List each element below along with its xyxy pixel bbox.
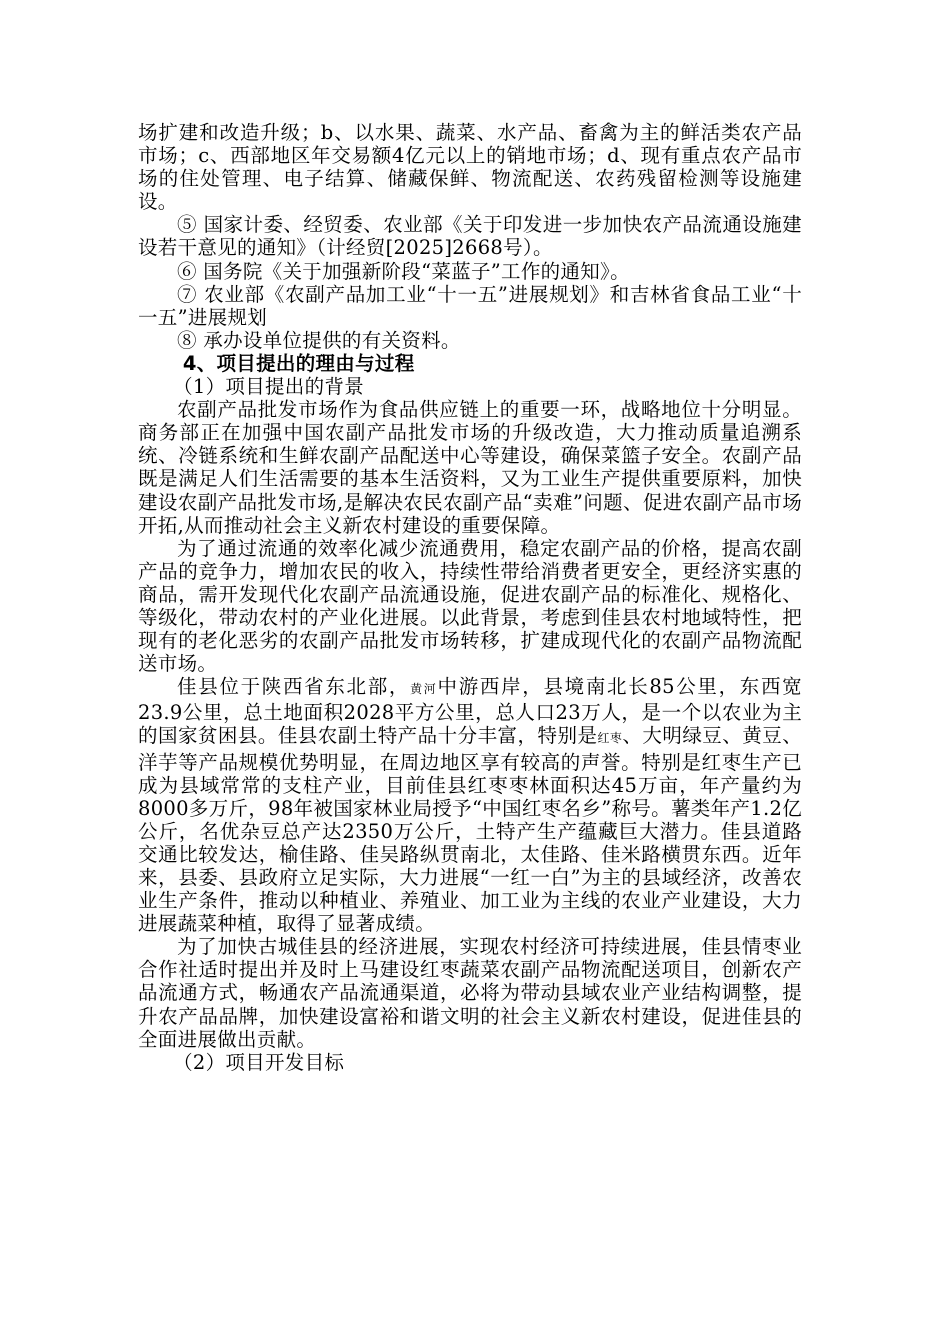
reference-item-5: ⑤ 国家计委、经贸委、农业部《关于印发进一步加快农产品流通设施建设若干意见的通知》（计经贸[2025]2668号）。 [138, 213, 802, 260]
paragraph-wholesale-market: 农副产品批发市场作为食品供应链上的重要一环，战略地位十分明显。商务部正在加强中国农副产品批发市场的升级改造，大力推动质量追溯系统、冷链系统和生鲜农副产品配送中心等建设，确保菜篮子安全。农副产品既是满足人们生活需要的基本生活资料，又为工业生产提供重要原料，加快建设农副产品批发市场,是解决农民农副产品“卖难”问题、促进农副产品市场开拓,从而推动社会主义新农村建设的重要保障。 [138, 398, 802, 537]
section-heading-4: 4、项目提出的理由与过程 [182, 351, 415, 375]
small-text-yellow-river: 黄河 [410, 682, 438, 697]
reference-item-8: ⑧ 承办设单位提供的有关资料。 [177, 328, 461, 352]
subsection-heading-background: （1）项目提出的背景 [173, 375, 365, 399]
paragraph-project-proposal: 为了加快古城佳县的经济进展，实现农村经济可持续进展，佳县情枣业合作社适时提出并及时上马建设红枣蔬菜农副产品物流配送项目，创新农产品流通方式，畅通农产品流通渠道，必将为带动县域农业产业结构调整，提升农产品品牌，加快建设富裕和谐文明的社会主义新农村建设，促进佳县的全面进展做出贡献。 [138, 935, 802, 1051]
text-segment: 佳县位于陕西省东北部， [177, 675, 411, 699]
subsection-heading-objectives: （2）项目开发目标 [173, 1050, 345, 1074]
reference-item-6: ⑥ 国务院《关于加强新阶段“菜蓝子”工作的通知》。 [177, 259, 630, 283]
small-text-red-dates: 红枣 [597, 731, 623, 746]
paragraph-market-upgrade-list: 场扩建和改造升级；b、以水果、蔬菜、水产品、畜禽为主的鲜活类农产品市场；c、西部地区年交易额4亿元以上的销地市场；d、现有重点农产品市场的住处管理、电子结算、储藏保鲜、物流配送、农药残留检测等设施建设。 [138, 121, 802, 214]
text-segment: 、大明绿豆、黄豆、洋芋等产品规模优势明显，在周边地区享有较高的声誉。特别是红枣生产已成为县域常常的支柱产业，目前佳县红枣枣林面积达45万亩，年产量约为8000多万斤，98年被国家林业局授予“中国红枣名乡”称号。薯类年产1.2亿公斤，名优杂豆总产达2350万公斤，土特产生产蕴藏巨大潜力。佳县道路交通比较发达，榆佳路、佳吴路纵贯南北，太佳路、佳米路横贯东西。近年来，县委、县政府立足实际，大力进展“一红一白”为主的县域经济，改善农业生产条件，推动以种植业、养殖业、加工业为主线的农业产业建设，大力进展蔬菜种植，取得了显著成绩。 [138, 724, 802, 936]
document-page [138, 121, 802, 1074]
paragraph-jiaxian-county [138, 675, 802, 935]
reference-item-7: ⑦ 农业部《农副产品加工业“十一五”进展规划》和吉林省食品工业“十一五”进展规划 [138, 282, 802, 329]
paragraph-circulation-efficiency: 为了通过流通的效率化减少流通费用，稳定农副产品的价格，提高农副产品的竞争力，增加农民的收入，持续性带给消费者更安全，更经济实惠的商品，需开发现代化农副产品流通设施，促进农副产品的标准化、规格化、等级化，带动农村的产业化进展。以此背景，考虑到佳县农村地域特性，把现有的老化恶劣的农副产品批发市场转移，扩建成现代化的农副产品物流配送市场。 [138, 536, 802, 676]
text-segment: 中游西岸，县境南北长85公里，东西宽23.9公里，总土地面积2028平方公里，总人口23万人，是一个以农业为主的国家贫困县。佳县农副土特产品十分丰富，特别是 [138, 675, 802, 748]
